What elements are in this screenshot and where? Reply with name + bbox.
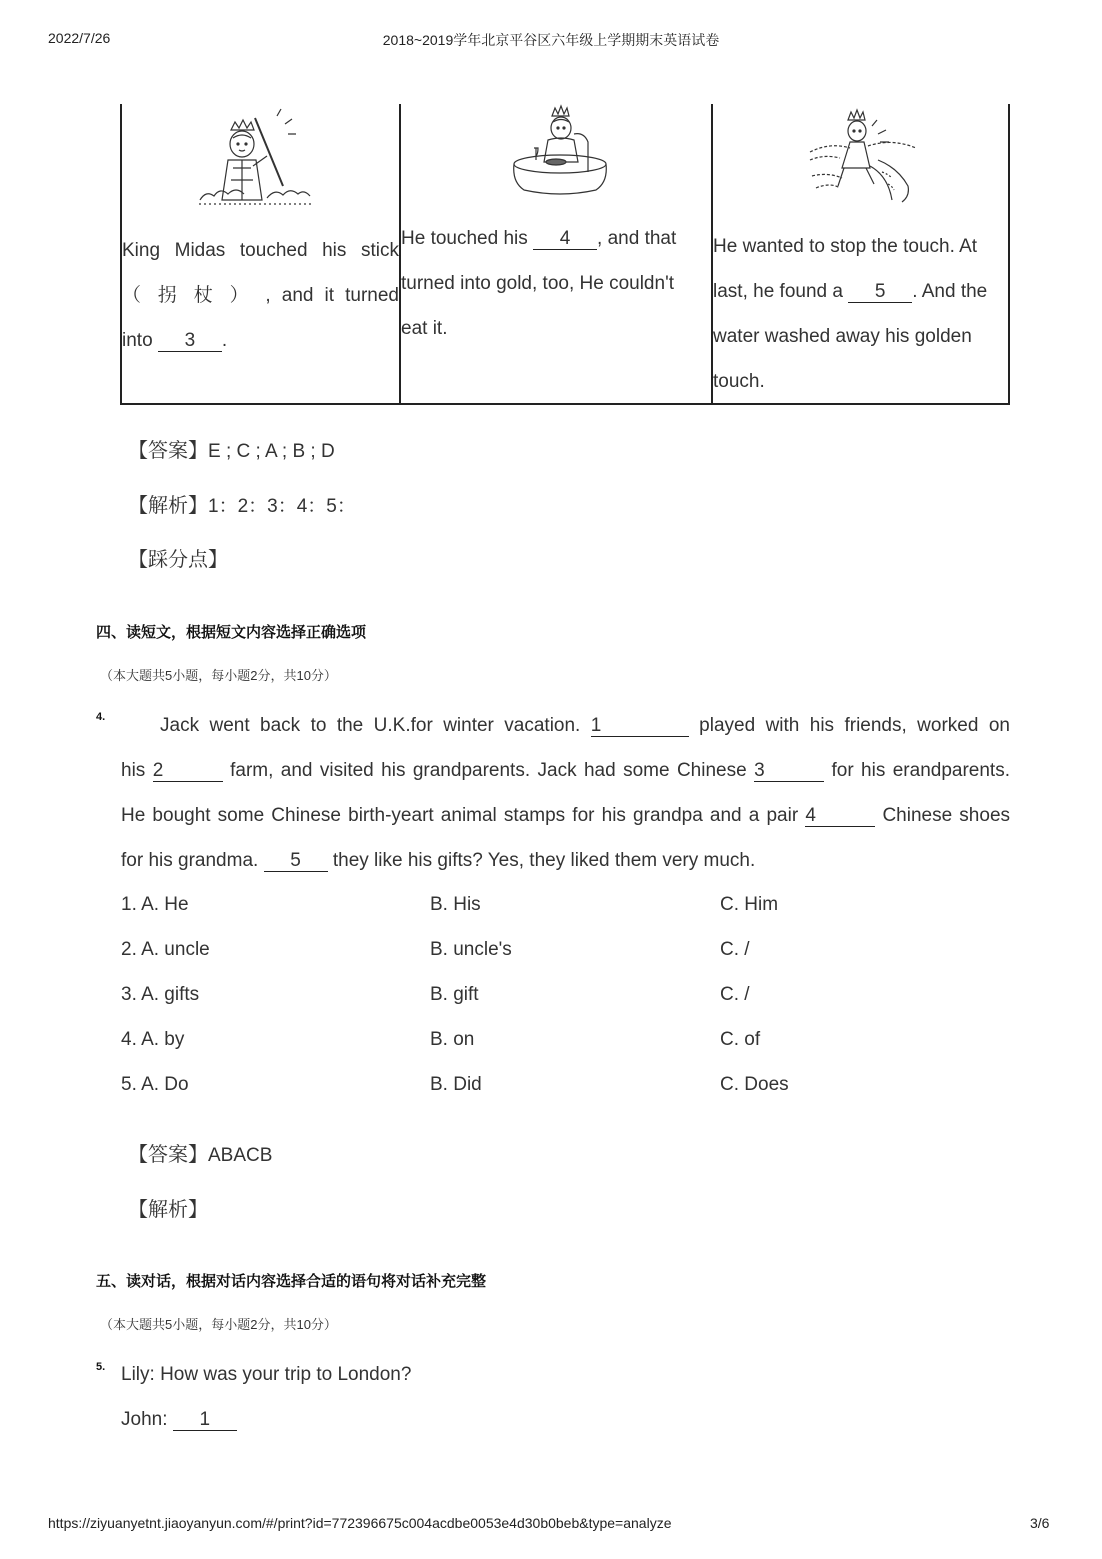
q4-answer: 【答案】ABACB (128, 1144, 273, 1166)
print-date: 2022/7/26 (48, 30, 111, 46)
q3-analysis: 【解析】1：2：3：4：5： (128, 495, 356, 517)
story-cell-2-text (401, 216, 691, 351)
option-5-b: B. Did (430, 1074, 482, 1095)
q5-line-2: John: 1 (121, 1397, 237, 1442)
section4-title: 四、读短文，根据短文内容选择正确选项 (96, 624, 367, 641)
option-1-b: B. His (430, 894, 481, 915)
story-cell-3-text (713, 224, 1008, 404)
passage-blank: 4 (805, 806, 875, 827)
passage-line: Jack went back to the U.K.for winter vacation. 1 played with his friends, worked on (160, 715, 1010, 736)
section5-note: （本大题共5小题，每小题2分，共10分） (100, 1317, 337, 1332)
story-cell-line: （ 拐 杖 ） , and it turned (122, 285, 399, 306)
q4-number: 4. (96, 711, 106, 723)
story-cell-1-text (122, 228, 399, 363)
passage-line: He bought some Chinese birth-yeart animal stamps for his grandpa and a pair 4 Chinese shoes (121, 805, 1011, 826)
q3-scoring-points: 【踩分点】 (128, 549, 228, 571)
king-at-table-illustration (508, 104, 612, 196)
passage-blank: 3 (754, 761, 824, 782)
king-with-stick-illustration (195, 108, 315, 212)
story-cell-line: He touched his 4 , and that (401, 228, 677, 249)
option-5-a: 5. A. Do (121, 1074, 189, 1095)
passage-blank: 5 (264, 851, 328, 872)
page-number: 3/6 (1030, 1515, 1050, 1531)
passage-blank: 2 (153, 761, 223, 782)
option-4-b: B. on (430, 1029, 475, 1050)
q5-number: 5. (96, 1361, 106, 1373)
option-1-a: 1. A. He (121, 894, 189, 915)
q3-answer: 【答案】E ; C ; A ; B ; D (128, 440, 335, 462)
passage-blank: 1 (591, 716, 689, 737)
story-cell-line: water washed away his golden (713, 326, 972, 347)
story-blank: 4 (533, 229, 597, 250)
option-3-c: C. / (720, 984, 750, 1005)
story-blank: 5 (848, 282, 912, 303)
section5-title: 五、读对话，根据对话内容选择合适的语句将对话补充完整 (96, 1273, 487, 1290)
q4-passage (121, 703, 1010, 883)
story-cell-line: touch. (713, 371, 765, 392)
story-cell-line: eat it. (401, 318, 448, 339)
option-1-c: C. Him (720, 894, 779, 915)
footer-url[interactable]: https://ziyuanyetnt.jiaoyanyun.com/#/print?id=772396675c004acdbe0053e4d30b0beb&type=analyze (48, 1515, 672, 1531)
story-blank: 3 (158, 331, 222, 352)
option-3-a: 3. A. gifts (121, 984, 200, 1005)
story-cell-line: turned into gold, too, He couldn't (401, 273, 674, 294)
story-cell-line: into 3 . (122, 330, 228, 351)
option-2-b: B. uncle's (430, 939, 512, 960)
q4-analysis: 【解析】 (128, 1199, 208, 1221)
option-4-a: 4. A. by (121, 1029, 185, 1050)
option-5-c: C. Does (720, 1074, 789, 1095)
option-2-c: C. / (720, 939, 750, 960)
section4-note: （本大题共5小题，每小题2分，共10分） (100, 668, 337, 683)
passage-line: for his grandma. 5 they like his gifts? Yes, they liked them very much. (121, 850, 756, 871)
option-3-b: B. gift (430, 984, 479, 1005)
option-2-a: 2. A. uncle (121, 939, 210, 960)
q5-line-1: Lily: How was your trip to London? (121, 1364, 412, 1385)
king-at-river-illustration (808, 106, 920, 206)
story-cell-line: King Midas touched his stick (122, 240, 399, 261)
story-cell-line: He wanted to stop the touch. At (713, 236, 978, 257)
passage-line: his 2 farm, and visited his grandparents. Jack had some Chinese 3 for his erandparents. (121, 760, 1010, 781)
q5-blank-1: 1 (173, 1410, 237, 1431)
story-cell-line: last, he found a 5 . And the (713, 281, 988, 302)
document-title: 2018~2019学年北京平谷区六年级上学期期末英语试卷 (382, 32, 720, 48)
option-4-c: C. of (720, 1029, 761, 1050)
